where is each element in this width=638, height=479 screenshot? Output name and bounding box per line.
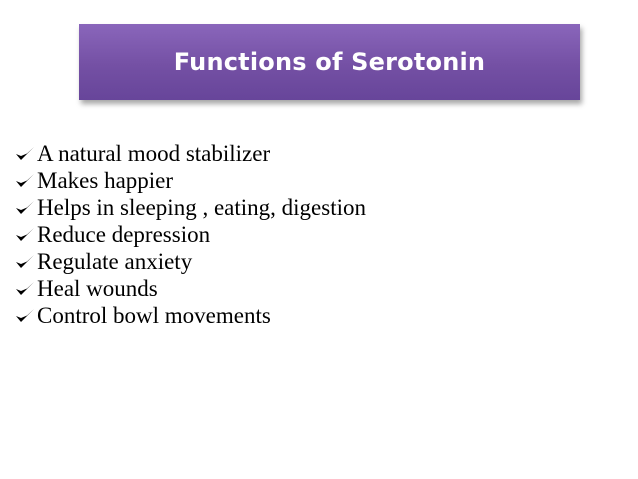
check-arrow-icon: [14, 198, 36, 218]
check-arrow-icon: [14, 279, 36, 299]
check-arrow-icon: [14, 225, 36, 245]
list-item: [14, 194, 366, 221]
check-arrow-icon: [14, 171, 36, 191]
list-item-text: Control bowl movements: [37, 302, 271, 328]
list-item: [14, 248, 366, 275]
list-item: [14, 275, 366, 302]
check-arrow-icon: [14, 144, 36, 164]
list-item-text: Regulate anxiety: [37, 248, 193, 274]
list-item: [14, 221, 366, 248]
bullet-list: [14, 140, 366, 329]
title-banner: [79, 24, 580, 100]
check-arrow-icon: [14, 306, 36, 326]
list-item: [14, 140, 366, 167]
list-item-text: Heal wounds: [37, 275, 158, 301]
slide-title: Functions of Serotonin: [173, 48, 486, 76]
check-arrow-icon: [14, 252, 36, 272]
list-item-text: A natural mood stabilizer: [37, 140, 271, 166]
list-item-text: Reduce depression: [37, 221, 211, 247]
list-item: [14, 302, 366, 329]
list-item: [14, 167, 366, 194]
list-item-text: Makes happier: [37, 167, 174, 193]
list-item-text: Helps in sleeping , eating, digestion: [37, 194, 366, 220]
